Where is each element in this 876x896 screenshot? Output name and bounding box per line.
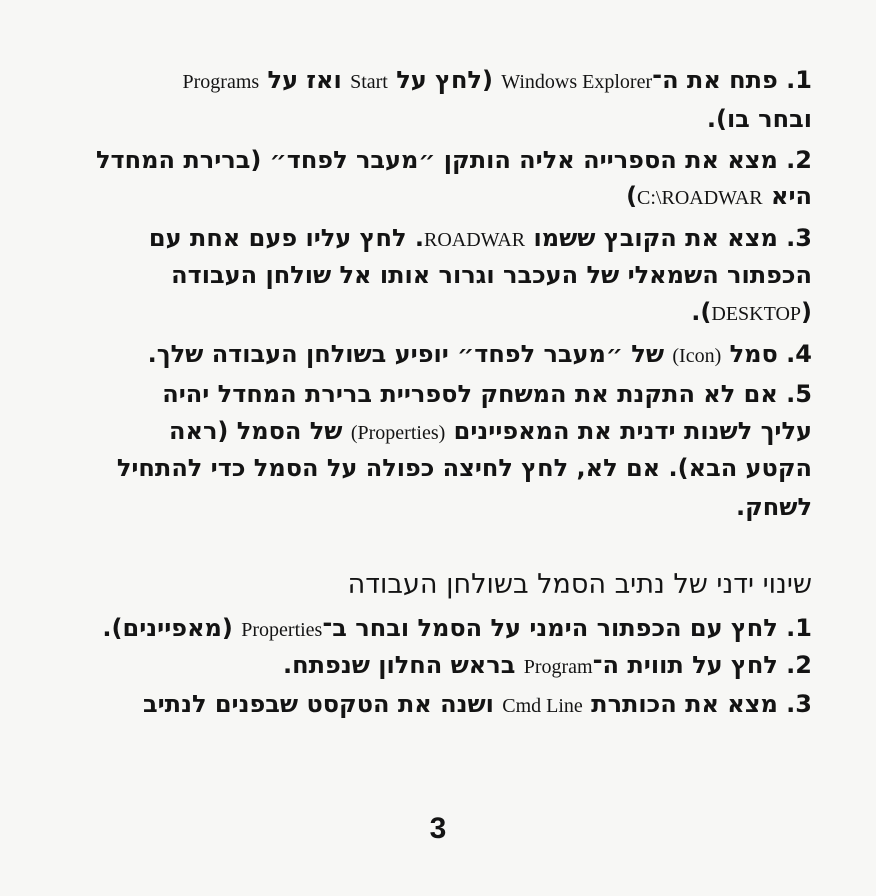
section-step-1: 1. לחץ עם הכפתור הימני על הסמל ובחר ב־Properties (מאפיינים). bbox=[102, 614, 812, 642]
step-5-line-2: עליך לשנות ידנית את המאפיינים (Properties) של הסמל (ראה bbox=[168, 417, 812, 445]
step-5-line-3: הקטע הבא). אם לא, לחץ לחיצה כפולה על הסמל כדי להתחיל bbox=[116, 454, 812, 482]
step-4-line-1: 4. סמל (Icon) של ״מעבר לפחד״ יופיע בשולחן העבודה שלך. bbox=[147, 340, 812, 368]
step-2-line-2: היא C:\ROADWAR) bbox=[626, 182, 812, 210]
step-3-line-3: (DESKTOP). bbox=[691, 298, 812, 326]
step-1-line-1: 1. פתח את ה־Windows Explorer (לחץ על Start ואז על Programs bbox=[182, 66, 812, 94]
step-5-line-1: 5. אם לא התקנת את המשחק לספריית ברירת המחדל יהיה bbox=[162, 380, 812, 408]
section-step-3: 3. מצא את הכותרת Cmd Line ושנה את הטקסט שבפנים לנתיב bbox=[142, 690, 812, 718]
step-2-line-1: 2. מצא את הספרייה אליה הותקן ״מעבר לפחד״ (ברירת המחדל bbox=[96, 146, 812, 174]
section-step-2: 2. לחץ על תווית ה־Program בראש החלון שנפתח. bbox=[283, 651, 812, 679]
page-number: 3 bbox=[429, 812, 447, 845]
step-1-line-2: ובחר בו). bbox=[706, 105, 812, 133]
step-5-line-4: לשחק. bbox=[736, 493, 812, 521]
section-heading: שינוי ידני של נתיב הסמל בשולחן העבודה bbox=[347, 569, 812, 600]
step-3-line-1: 3. מצא את הקובץ ששמו ROADWAR. לחץ עליו פעם אחת עם bbox=[148, 224, 812, 252]
step-3-line-2: הכפתור השמאלי של העכבר וגרור אותו אל שולחן העבודה bbox=[171, 261, 812, 289]
